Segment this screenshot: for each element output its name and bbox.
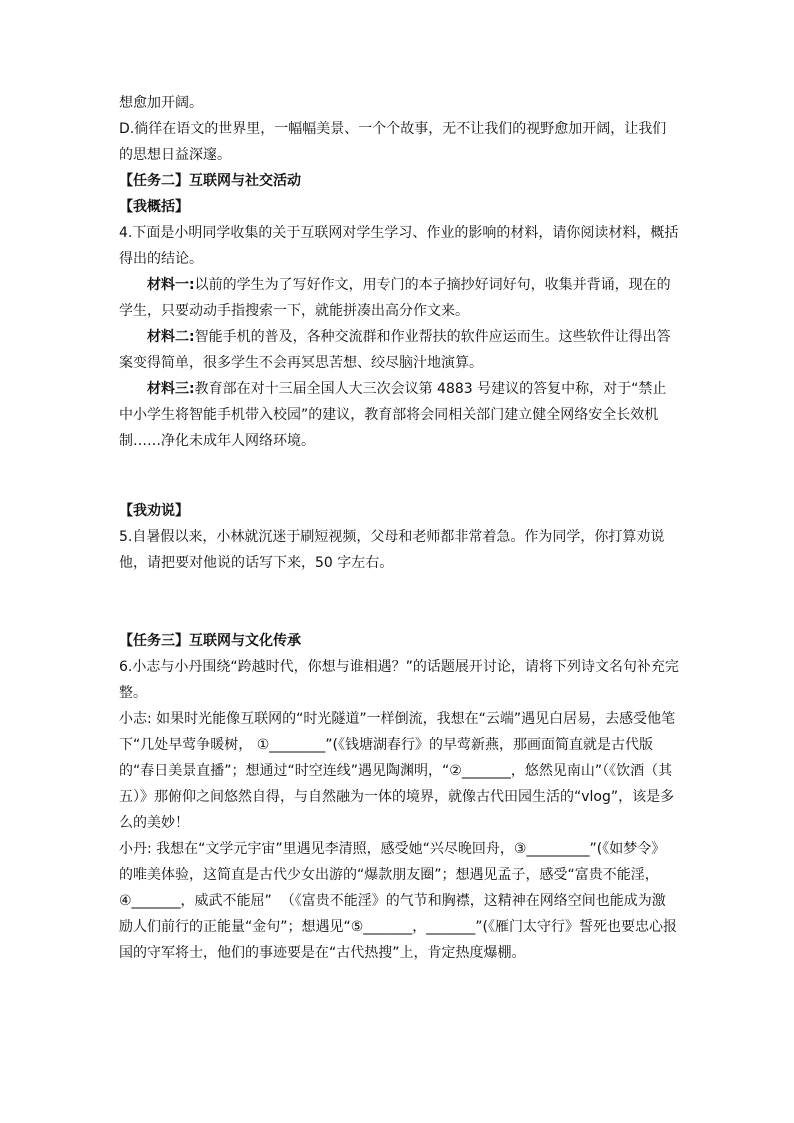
material-2-label: 材料二: [147, 329, 195, 345]
material-2-text: 智能手机的普及，各种交流群和作业帮扶的软件应运而生。这些软件让得出答案变得简单，很多学生不会再冥思苦想、绞尽脑汁地演算。 [119, 329, 671, 371]
option-d: D.徜徉在语文的世界里，一幅幅美景、一个个故事，无不让我们的视野愈加开阔，让我们的思想日益深邃。 [119, 121, 667, 163]
material-3-text: 教育部在对十三届全国人大三次会议第 4883 号建议的答复中称，对于“禁止中小学生将智能手机带入校园”的建议，教育部将会同相关部门建立健全网络安全长效机制……净化未成年人网络环境。 [119, 381, 667, 449]
material-2 [119, 324, 679, 376]
spacer [119, 576, 679, 628]
question-4: 4.下面是小明同学收集的关于互联网对学生学习、作业的影响的材料，请你阅读材料，概括得出的结论。 [119, 225, 679, 267]
question-6: 6.小志与小丹围绕“跨越时代，你想与谁相遇？”的话题展开讨论，请将下列诗文名句补充完整。 [119, 659, 679, 701]
xiaozhi-paragraph: 小志: 如果时光能像互联网的“时光隧道”一样倒流，我想在“云端”遇见白居易，去感受他笔下“几处早莺争暖树， ①________”(《钱塘湖春行》的早莺新燕，那画面简直就是古代版的“春日美景直播”；想通过“时空连线”遇见陶渊明，“②_______，悠然见南山”（《饮酒（其五）》那俯仰之间悠然自得，与自然融为一体的境界，就像古代田园生活的“vlog”，该是多么的美妙！ [119, 711, 676, 831]
persuade-heading: 【我劝说】 [119, 503, 189, 519]
material-1-text: 以前的学生为了写好作文，用专门的本子摘抄好词好句，收集并背诵，现在的学生，只要动动手指搜索一下，就能拼凑出高分作文来。 [119, 277, 671, 319]
material-3-label: 材料三: [147, 381, 195, 397]
task3-heading: 【任务三】互联网与文化传承 [119, 633, 301, 649]
material-1-label: 材料一: [147, 277, 195, 293]
question-5: 5.自暑假以来，小林就沉迷于刷短视频，父母和老师都非常着急。作为同学，你打算劝说他，请把要对他说的话写下来，50 字左右。 [119, 529, 665, 571]
material-1 [119, 272, 679, 324]
xiaodan-paragraph: 小丹: 我想在“文学元宇宙”里遇见李清照，感受她“兴尽晚回舟，③_________”(《如梦令》的唯美体验，这简直是古代少女出游的“爆款朋友圈”；想遇见孟子，感受“富贵不能淫，④_______，威武不能屈” （《富贵不能淫》的气节和胸襟，这精神在网络空间也能成为激励人们前行的正能量“金句”；想遇见“⑤_______，_______”(《雁门太守行》誓死也要忠心报国的守军将士，他们的事迹要是在“古代热搜”上，肯定热度爆棚。 [119, 841, 678, 961]
material-3 [119, 376, 679, 454]
task2-heading: 【任务二】互联网与社交活动 [119, 173, 301, 189]
document-body [119, 90, 679, 966]
spacer [119, 454, 679, 498]
summarize-heading: 【我概括】 [119, 199, 189, 215]
paragraph-continuation: 想愈加开阔。 [119, 95, 203, 111]
